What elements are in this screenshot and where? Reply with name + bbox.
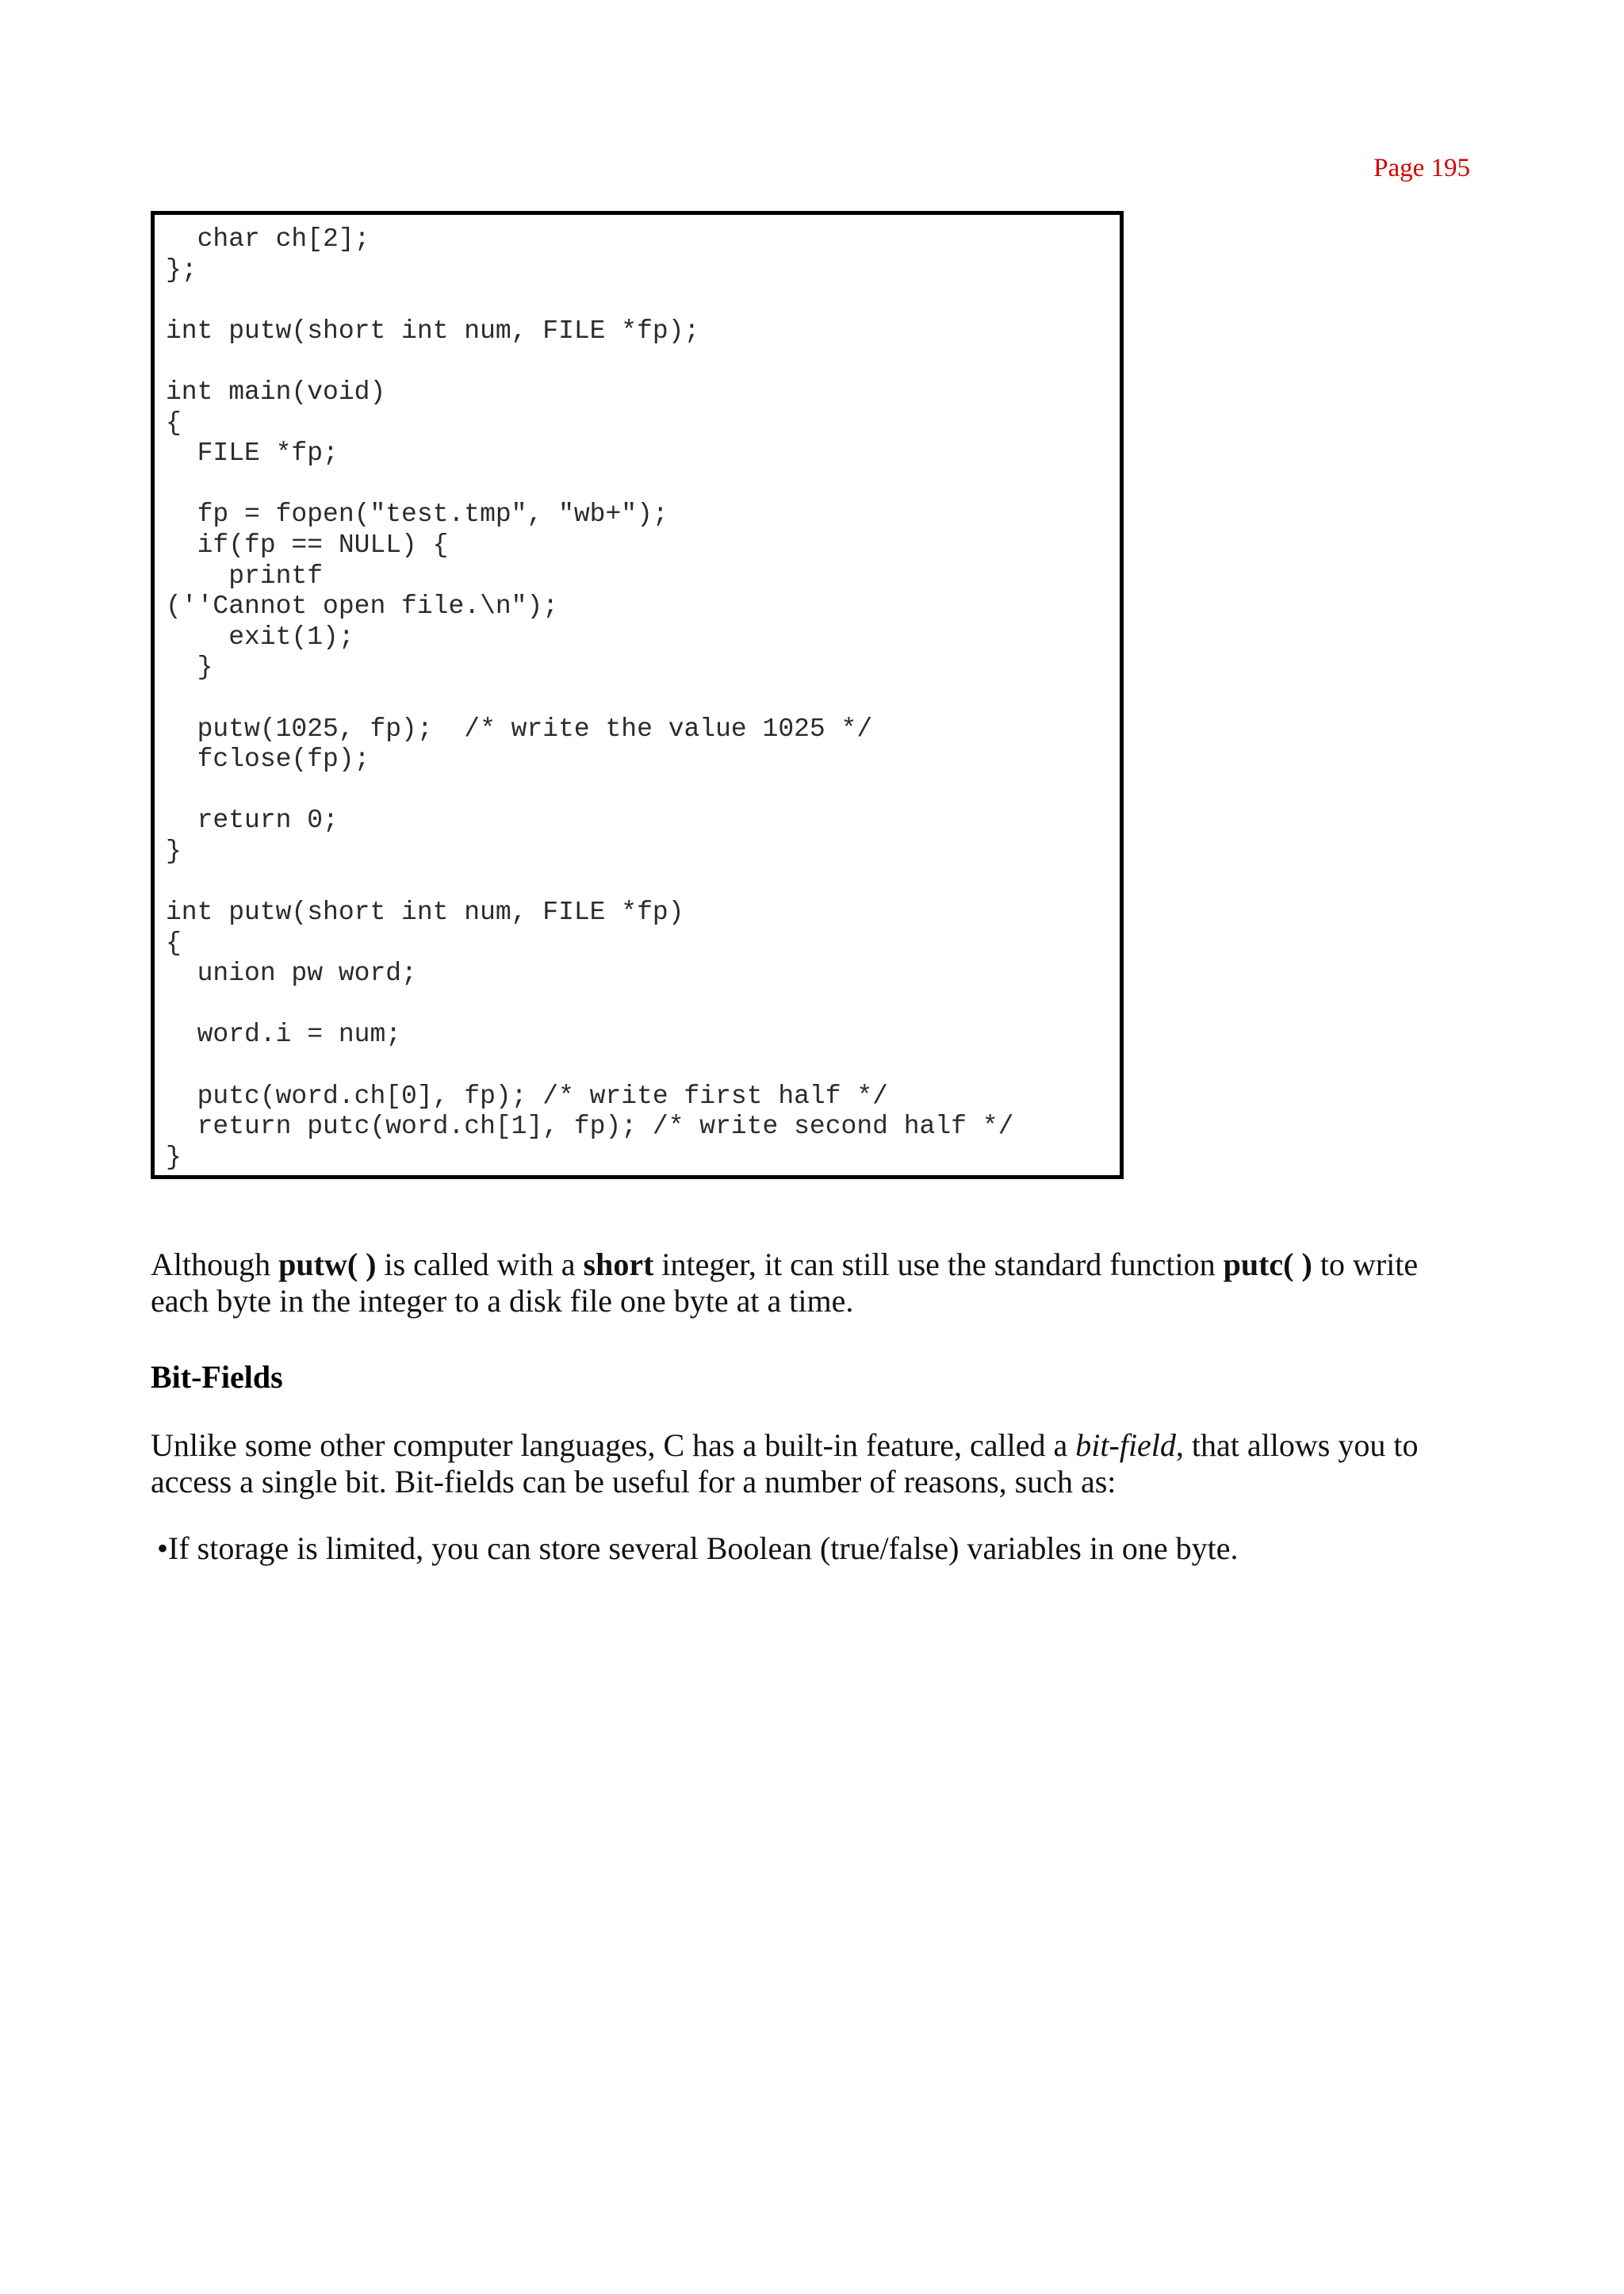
code-term-putc: putc( ) [1223,1247,1312,1282]
code-line [166,990,1120,1021]
bullet-marker: • [157,1530,169,1566]
bullet-item [157,1530,1239,1567]
code-line: int putw(short int num, FILE *fp) [166,898,684,928]
code-line: char ch[2]; [166,224,370,254]
code-line [166,1051,1120,1082]
bullet-text: If storage is limited, you can store several Boolean (true/false) variables in one byte. [168,1530,1239,1566]
code-line: } [166,653,213,683]
code-line [166,285,1120,316]
code-line: fp = fopen("test.tmp", "wb+"); [166,500,668,530]
code-line [166,776,1120,806]
code-line: return putc(word.ch[1], fp); /* write second half */ [166,1112,1014,1142]
page-number: Page 195 [1373,154,1470,182]
code-line: } [166,836,182,866]
code-listing [151,211,1124,1179]
code-line: (''Cannot open file.\n"); [166,592,559,622]
code-line: int putw(short int num, FILE *fp); [166,316,700,346]
code-line: } [166,1142,182,1172]
code-line: exit(1); [166,622,354,652]
code-line: fclose(fp); [166,745,370,775]
code-line [166,867,1120,898]
paragraph-bitfields-intro [151,1427,1467,1500]
code-line: union pw word; [166,959,417,989]
section-heading: Bit-Fields [151,1359,283,1395]
code-line: word.i = num; [166,1020,402,1050]
paragraph-text: integer, it can still use the standard function [653,1247,1224,1282]
paragraph-text: Although [151,1247,279,1282]
paragraph-text: to write each byte in the integer to a disk file one byte at a time. [151,1247,1419,1319]
code-line: int main(void) [166,377,386,407]
code-line: }; [166,255,197,285]
code-line: putw(1025, fp); /* write the value 1025 */ [166,714,873,744]
code-line: FILE *fp; [166,439,339,469]
code-line: { [166,928,182,958]
code-term-putw: putw( ) [278,1247,377,1282]
paragraph-putw-explanation [151,1247,1467,1319]
code-line [166,684,1120,714]
paragraph-text: is called with a [376,1247,584,1282]
code-line: { [166,408,182,438]
paragraph-text: , that allows you to access a single bit. Bit-fields can be useful for a number of reasons, such as: [151,1427,1419,1499]
code-term-short: short [583,1247,654,1282]
code-line [166,469,1120,500]
term-bit-field: bit-field [1075,1427,1176,1463]
code-line: putc(word.ch[0], fp); /* write first half */ [166,1081,888,1111]
paragraph-text: Unlike some other computer languages, C has a built-in feature, called a [151,1427,1076,1463]
code-line: return 0; [166,806,339,836]
code-line [166,347,1120,377]
code-line: printf [166,561,324,591]
code-line: if(fp == NULL) { [166,530,449,560]
